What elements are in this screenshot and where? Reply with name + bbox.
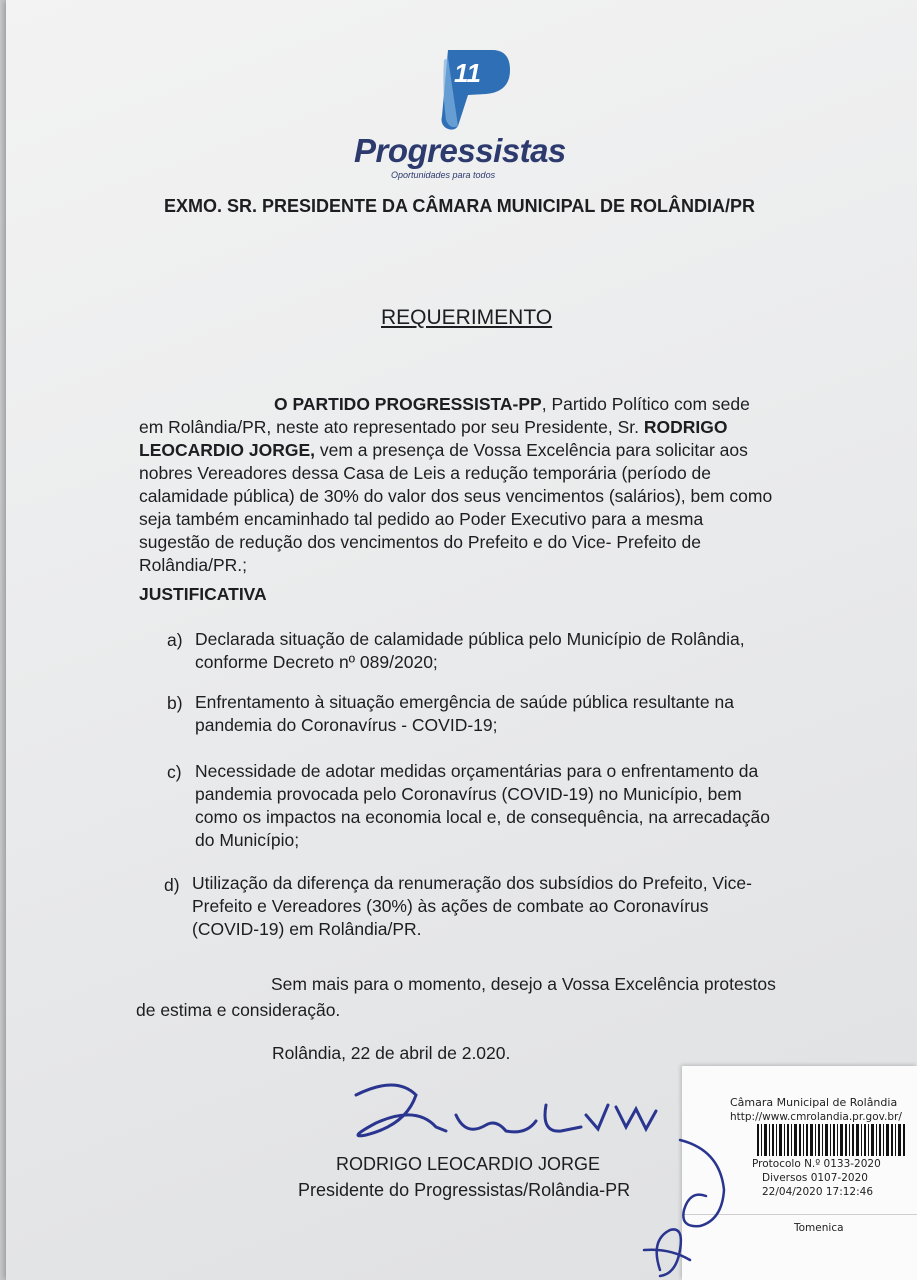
intro-line-8: Rolândia/PR.;	[139, 555, 247, 575]
intro-line-2: em Rolândia/PR, neste ato representado por seu Presidente, Sr. RODRIGO	[139, 417, 728, 437]
item-c-line-4: do Município;	[195, 830, 300, 850]
handwritten-initials	[640, 1130, 730, 1280]
party-logo	[346, 40, 586, 190]
stamp-timestamp: 22/04/2020 17:12:46	[762, 1186, 874, 1198]
intro-line-3: LEOCARDIO JORGE, vem a presença de Vossa Excelência para solicitar aos	[139, 440, 748, 460]
item-c-line-3: como os impactos na economia local e, de consequência, na arrecadação	[195, 807, 770, 827]
stamp-protocol: Protocolo N.º 0133-2020	[752, 1158, 881, 1170]
item-b-line-1: Enfrentamento à situação emergência de saúde pública resultante na	[195, 692, 734, 712]
party-logo-icon	[434, 40, 514, 132]
item-c-letter: c)	[167, 762, 182, 782]
item-c-line-1: Necessidade de adotar medidas orçamentárias para o enfrentamento da	[195, 761, 759, 781]
stamp-receiver: Tomenica	[794, 1222, 844, 1234]
intro-line-5: calamidade pública) de 30% do valor dos seus vencimentos (salários), bem como	[139, 486, 773, 506]
closing-line-2: de estima e consideração.	[136, 1000, 341, 1020]
place-date: Rolândia, 22 de abril de 2.020.	[272, 1043, 511, 1063]
intro-line-4: nobres Vereadores dessa Casa de Leis a redução temporária (período de	[139, 463, 712, 483]
intro-line-7: sugestão de redução dos vencimentos do Prefeito e do Vice- Prefeito de	[139, 532, 701, 552]
item-a-letter: a)	[167, 630, 183, 650]
addressee: EXMO. SR. PRESIDENTE DA CÂMARA MUNICIPAL DE ROLÂNDIA/PR	[164, 196, 756, 216]
item-a-line-1: Declarada situação de calamidade pública pelo Município de Rolândia,	[195, 629, 745, 649]
handwritten-signature	[336, 1075, 676, 1155]
stamp-org: Câmara Municipal de Rolândia	[730, 1096, 898, 1109]
logo-number: 11	[454, 58, 481, 88]
signatory-role: Presidente do Progressistas/Rolândia-PR	[298, 1180, 631, 1200]
closing-line-1: Sem mais para o momento, desejo a Vossa Excelência protestos	[271, 974, 776, 994]
logo-tagline: Oportunidades para todos	[391, 170, 496, 180]
signatory-name: RODRIGO LEOCARDIO JORGE	[336, 1154, 601, 1174]
item-b-letter: b)	[167, 693, 183, 713]
barcode-icon	[757, 1124, 907, 1156]
stamp-url: http://www.cmrolandia.pr.gov.br/	[730, 1111, 902, 1123]
document-title: REQUERIMENTO	[381, 306, 553, 329]
item-d-line-3: (COVID-19) em Rolândia/PR.	[192, 919, 422, 939]
intro-line-6: seja também encaminhado tal pedido ao Poder Executivo para a mesma	[139, 509, 704, 529]
justification-heading: JUSTIFICATIVA	[139, 584, 267, 604]
item-d-line-1: Utilização da diferença da renumeração dos subsídios do Prefeito, Vice-	[192, 873, 752, 893]
stamp-diversos: Diversos 0107-2020	[762, 1172, 868, 1184]
intro-line-1: O PARTIDO PROGRESSISTA-PP, Partido Político com sede	[274, 394, 750, 414]
item-d-line-2: Prefeito e Vereadores (30%) às ações de combate ao Coronavírus	[192, 896, 709, 916]
item-c-line-2: pandemia provocada pelo Coronavírus (COVID-19) no Município, bem	[195, 784, 742, 804]
item-d-letter: d)	[164, 875, 180, 895]
logo-name: Progressistas	[354, 132, 566, 169]
item-b-line-2: pandemia do Coronavírus - COVID-19;	[195, 715, 498, 735]
item-a-line-2: conforme Decreto nº 089/2020;	[195, 652, 438, 672]
